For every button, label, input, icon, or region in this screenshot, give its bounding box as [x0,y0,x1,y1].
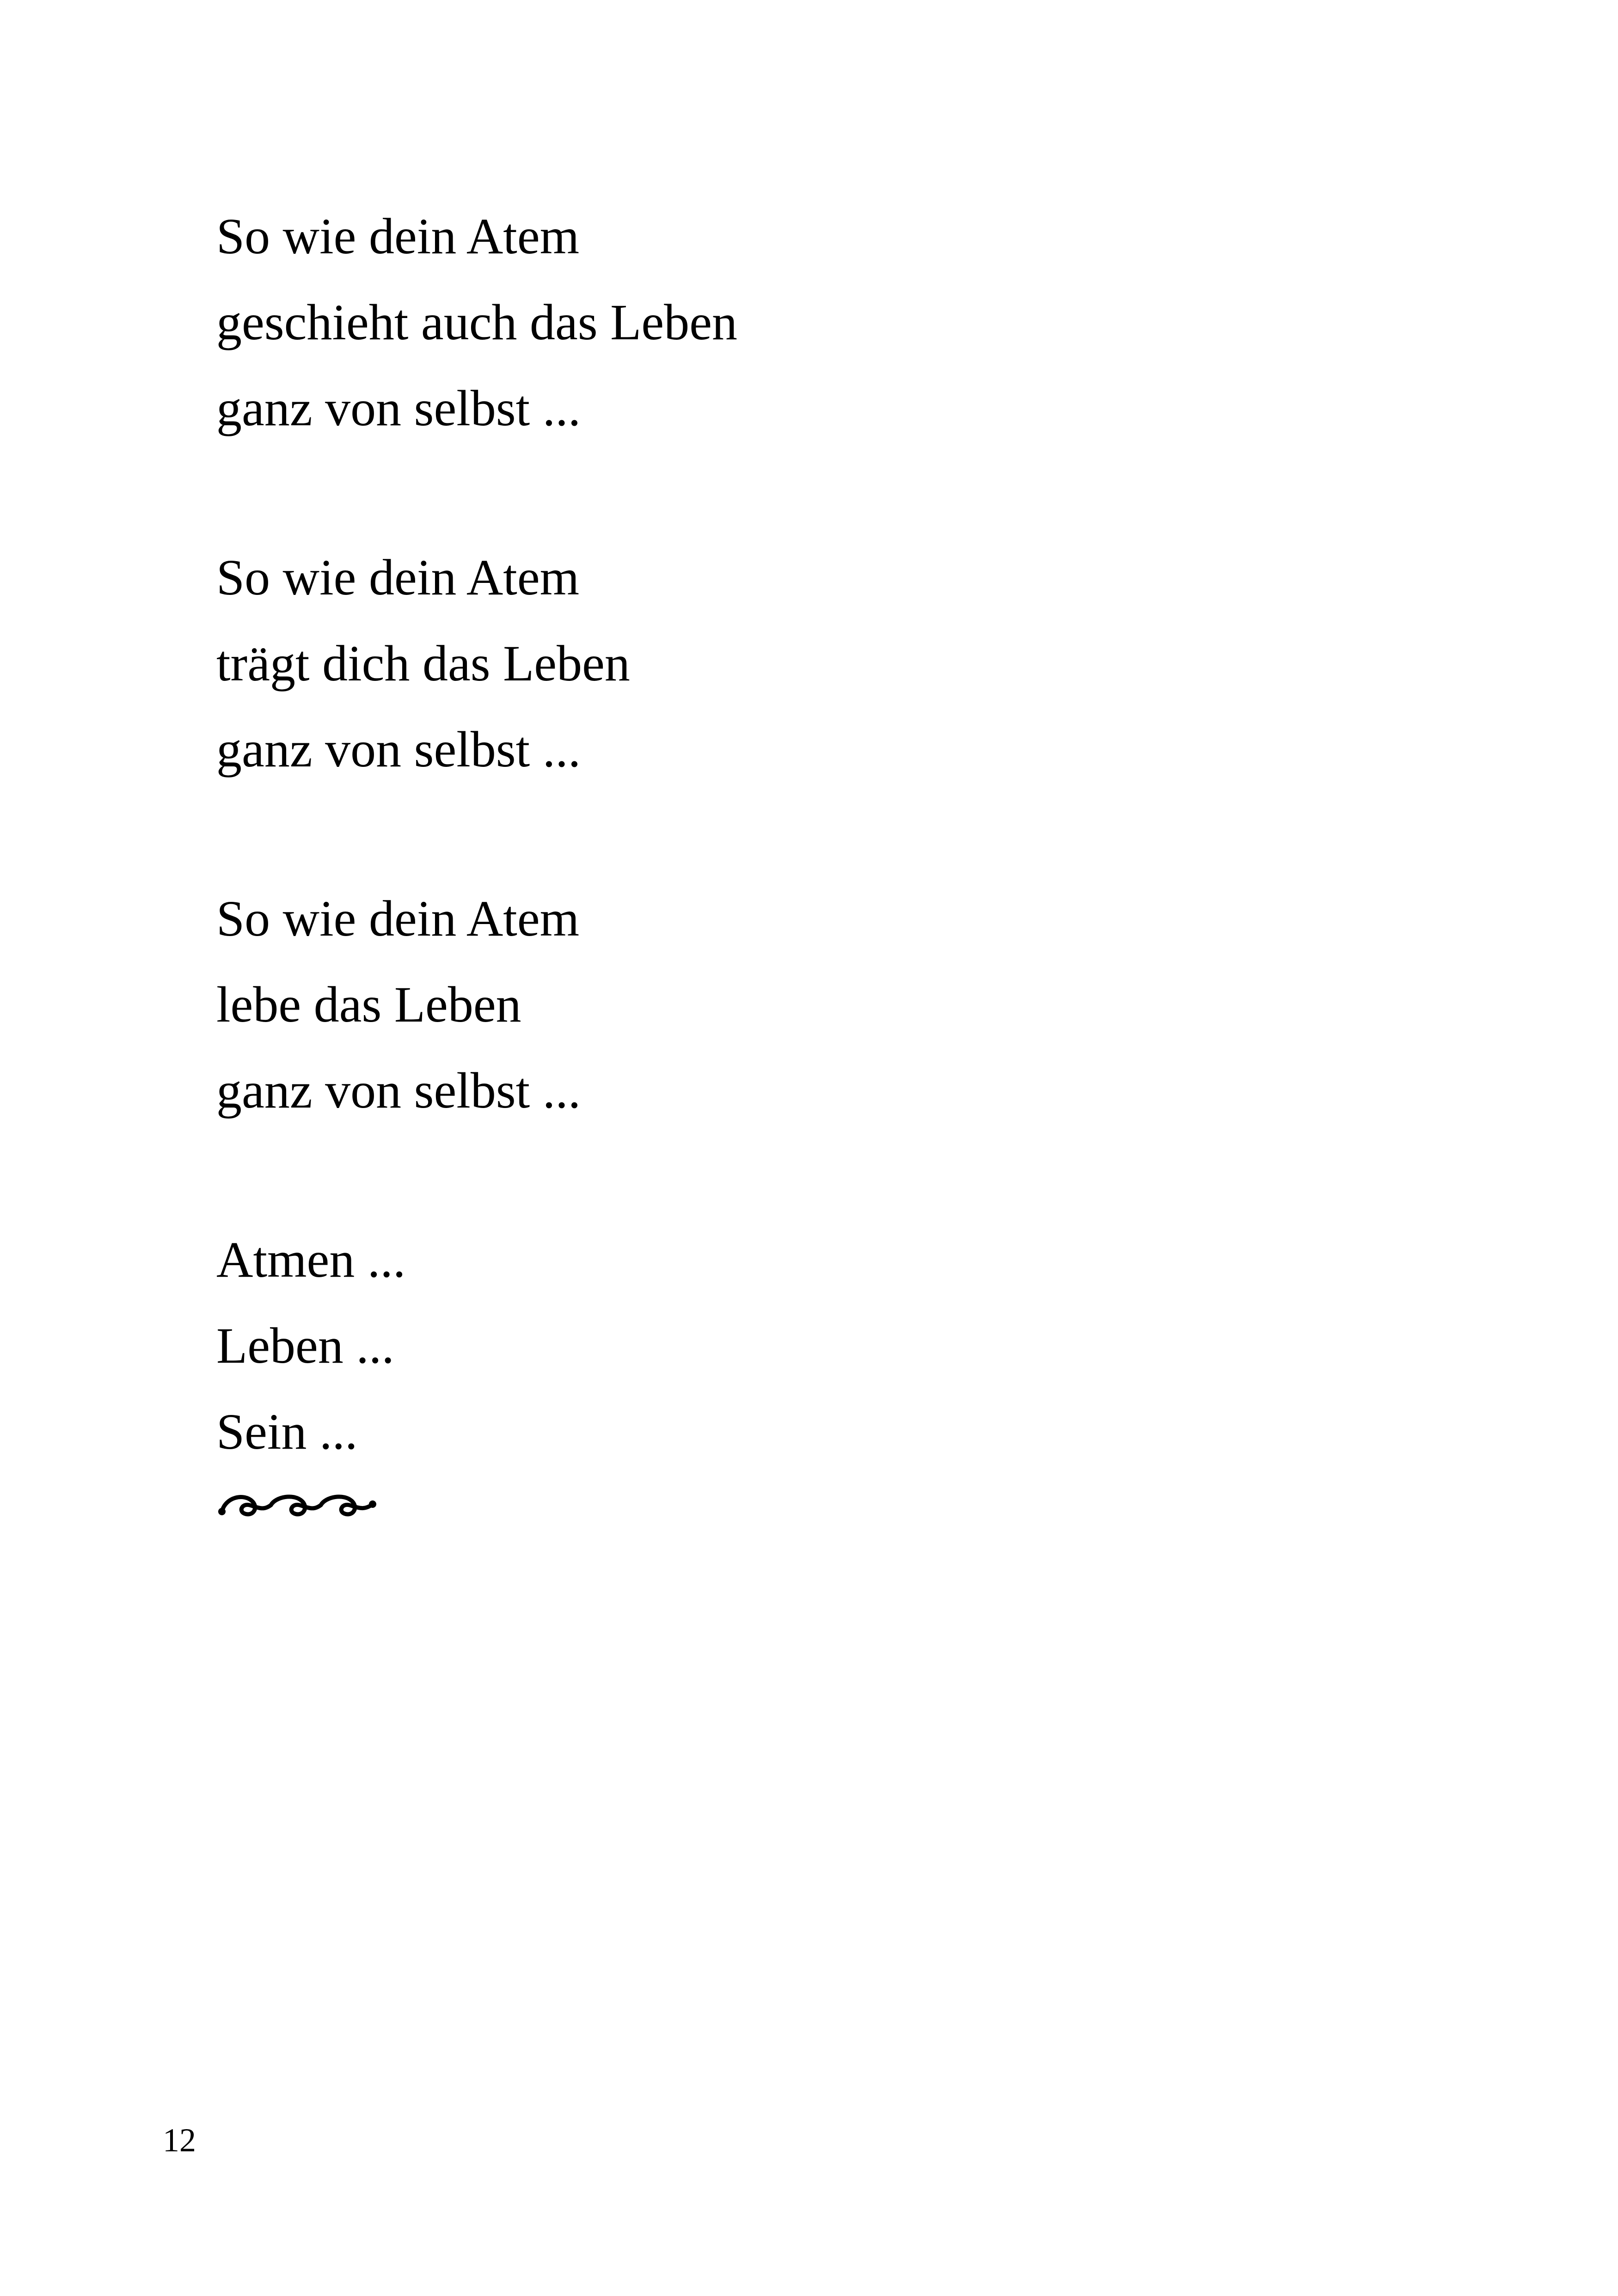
poem [216,193,1418,1525]
page-number: 12 [163,2122,196,2159]
poem-line: ganz von selbst ... [216,380,581,436]
poem-line: geschieht auch das Leben [216,294,738,350]
stanza-1 [216,193,1418,451]
poem-line: Sein ... [216,1403,358,1460]
poem-line: lebe das Leben [216,976,521,1033]
stanza-4 [216,1217,1418,1525]
swirl-ornament-icon [216,1483,378,1525]
poem-line: So wie dein Atem [216,208,580,264]
poem-line: So wie dein Atem [216,890,580,947]
poem-line: trägt dich das Leben [216,635,630,692]
stanza-2 [216,534,1418,792]
stanza-3 [216,876,1418,1133]
poem-line: ganz von selbst ... [216,1062,581,1119]
poem-line: Leben ... [216,1317,394,1374]
poem-line: Atmen ... [216,1231,406,1288]
poem-line: So wie dein Atem [216,549,580,606]
poem-line: ganz von selbst ... [216,721,581,778]
